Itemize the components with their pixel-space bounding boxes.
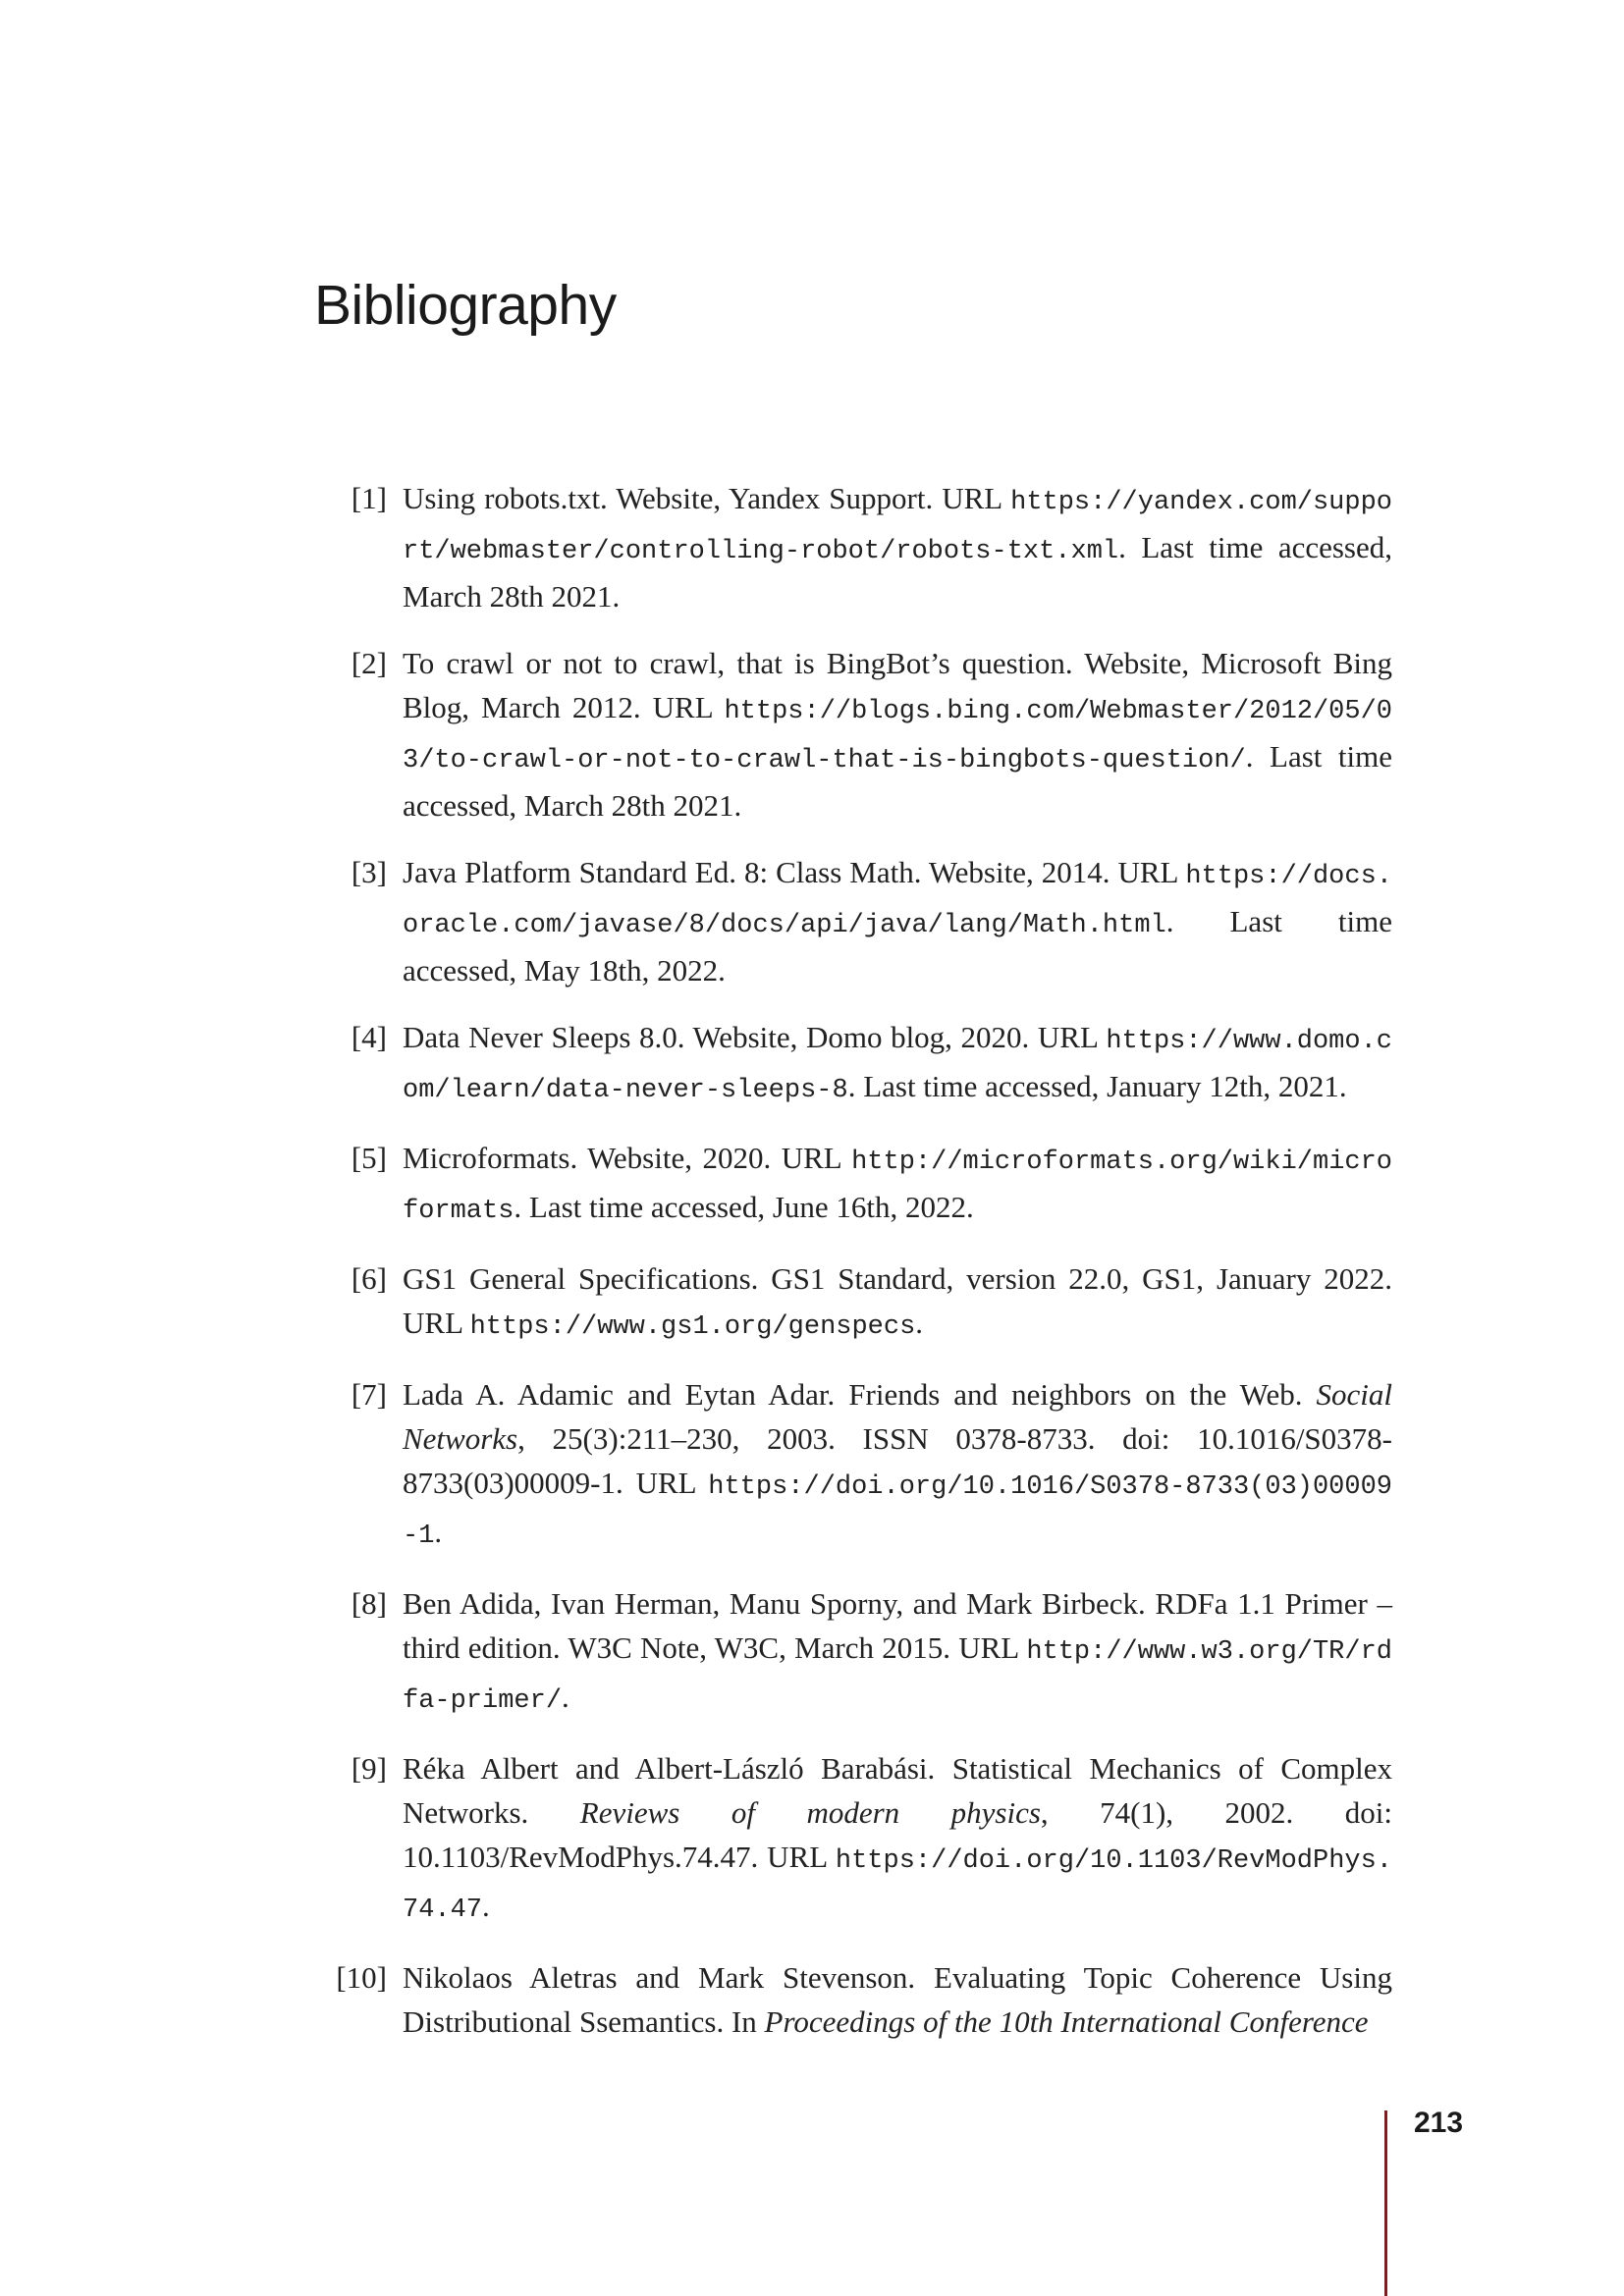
bib-journal-title: Social Networks <box>403 1377 1392 1456</box>
bib-text-post: . Last time accessed, January 12th, 2021. <box>847 1069 1347 1103</box>
bib-text-pre: Microformats. Website, 2020. URL <box>403 1141 852 1175</box>
bib-text-pre: GS1 General Specifications. GS1 Standard, version 22.0, GS1, January 2022. URL <box>403 1261 1392 1340</box>
bib-text <box>403 1020 1392 1103</box>
bib-entry-4 <box>351 1015 1392 1113</box>
bib-text-post: . <box>482 1889 490 1923</box>
bib-number: [9] <box>351 1751 387 1786</box>
bib-url-link[interactable]: https://doi.org/10.1016/S0378-8733(03)00009-1 <box>403 1472 1392 1551</box>
bib-number: [5] <box>351 1141 387 1175</box>
bib-text <box>403 481 1392 614</box>
bib-text-pre: Lada A. Adamic and Eytan Adar. Friends and neighbors on the Web. <box>403 1377 1317 1412</box>
page-number-rule <box>1384 2110 1387 2296</box>
bib-text-post: . <box>915 1306 924 1340</box>
bib-text <box>403 646 1392 823</box>
bib-number: [1] <box>351 481 387 515</box>
bib-entry-10 <box>336 1955 1392 2044</box>
bib-text-mid: , 25(3):211–230, 2003. ISSN 0378-8733. doi: 10.1016/S0378-8733(03)00009-1. URL <box>403 1421 1392 1500</box>
bib-text <box>403 1586 1392 1714</box>
bib-number: [3] <box>351 855 387 889</box>
bib-text-mid: , 74(1), 2002. doi: 10.1103/RevModPhys.74.47. URL <box>403 1795 1392 1874</box>
bib-url-link[interactable]: https://docs.oracle.com/javase/8/docs/api/java/lang/Math.html <box>403 862 1392 940</box>
bib-entry-2 <box>351 641 1392 828</box>
bib-entry-9 <box>351 1746 1392 1933</box>
bib-url-link[interactable]: https://doi.org/10.1103/RevModPhys.74.47 <box>403 1846 1392 1925</box>
chapter-title: Bibliography <box>314 274 617 337</box>
bib-number: [4] <box>351 1020 387 1054</box>
bib-entry-3 <box>351 850 1392 992</box>
bib-text-post: . <box>434 1515 443 1549</box>
bib-text-pre: Using robots.txt. Website, Yandex Support. URL <box>403 481 1011 515</box>
bib-url-link[interactable]: http://www.w3.org/TR/rdfa-primer/ <box>403 1637 1392 1716</box>
bib-text-pre: Java Platform Standard Ed. 8: Class Math. Website, 2014. URL <box>403 855 1186 889</box>
bib-journal-title: Reviews of modern physics <box>579 1795 1041 1830</box>
bib-number: [6] <box>351 1261 387 1296</box>
bib-text-pre: Data Never Sleeps 8.0. Website, Domo blog, 2020. URL <box>403 1020 1107 1054</box>
bib-entry-1 <box>351 476 1392 618</box>
bib-entry-5 <box>351 1136 1392 1234</box>
page-number: 213 <box>1414 2107 1464 2139</box>
bib-entry-8 <box>351 1581 1392 1724</box>
bib-text <box>403 1261 1392 1340</box>
bib-url-link[interactable]: https://yandex.com/support/webmaster/controlling-robot/robots-txt.xml <box>403 488 1392 566</box>
bib-text-post: . <box>562 1680 569 1714</box>
bib-number: [2] <box>351 646 387 680</box>
bib-proceedings-title: Proceedings of the 10th International Conference <box>764 2004 1369 2039</box>
bib-entry-7 <box>351 1372 1392 1559</box>
bib-text-pre: Réka Albert and Albert-László Barabási. Statistical Mechanics of Complex Networks. <box>403 1751 1392 1830</box>
bib-text-post: . Last time accessed, March 28th 2021. <box>403 530 1392 614</box>
bib-url-link[interactable]: https://www.domo.com/learn/data-never-sleeps-8 <box>403 1027 1392 1105</box>
bib-text <box>403 855 1392 988</box>
bib-text-post: . Last time accessed, June 16th, 2022. <box>514 1190 974 1224</box>
bib-number: [10] <box>336 1960 387 1995</box>
bibliography-list <box>336 476 1392 2066</box>
bib-url-link[interactable]: http://microformats.org/wiki/microformats <box>403 1148 1392 1226</box>
bib-entry-6 <box>351 1256 1392 1350</box>
bib-url-link[interactable]: https://blogs.bing.com/Webmaster/2012/05/03/to-crawl-or-not-to-crawl-that-is-bingbots-question/ <box>403 697 1392 775</box>
bib-text <box>403 1960 1392 2039</box>
bib-text-pre: Nikolaos Aletras and Mark Stevenson. Evaluating Topic Coherence Using Distributional Ssemantics. In <box>403 1960 1392 2039</box>
bib-url-link[interactable]: https://www.gs1.org/genspecs <box>469 1312 916 1342</box>
bib-number: [7] <box>351 1377 387 1412</box>
bib-text-post: . Last time accessed, May 18th, 2022. <box>403 904 1392 988</box>
bib-text <box>403 1141 1392 1224</box>
bib-text <box>403 1751 1392 1923</box>
bib-number: [8] <box>351 1586 387 1621</box>
bib-text-pre: To crawl or not to crawl, that is BingBot’s question. Website, Microsoft Bing Blog, March 2012. URL <box>403 646 1392 724</box>
bib-text-post: . Last time accessed, March 28th 2021. <box>403 739 1392 823</box>
bib-text-pre: Ben Adida, Ivan Herman, Manu Sporny, and Mark Birbeck. RDFa 1.1 Primer – third edition. W3C Note, W3C, March 2015. URL <box>403 1586 1392 1665</box>
bib-text <box>403 1377 1392 1549</box>
